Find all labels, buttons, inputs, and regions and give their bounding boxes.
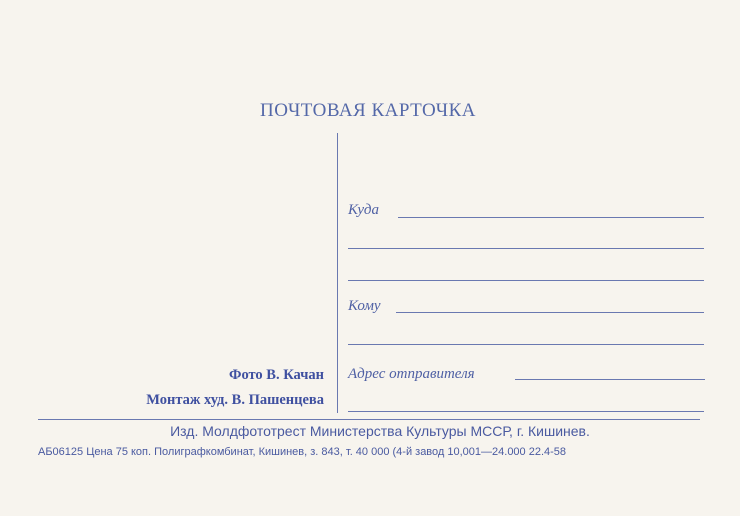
address-line-3 — [348, 280, 704, 281]
address-line-2 — [348, 248, 704, 249]
photo-credit: Фото В. Качан — [228, 367, 324, 383]
vertical-divider — [337, 133, 338, 413]
print-info-line: АБ06125 Цена 75 коп. Полиграфкомбинат, Кишинев, з. 843, т. 40 000 (4-й завод 10,001—24.000 22.4-58 — [38, 446, 567, 458]
sender-line-2 — [348, 411, 704, 412]
sender-line-1 — [515, 379, 705, 380]
recipient-line-2 — [348, 344, 704, 345]
recipient-line-1 — [396, 312, 704, 313]
layout-credit: Монтаж худ. В. Пашенцева — [146, 392, 324, 408]
sender-label: Адрес отправителя — [348, 366, 475, 382]
address-line-1 — [398, 217, 704, 218]
card-title-text: ПОЧТОВАЯ КАРТОЧКА — [259, 100, 477, 121]
recipient-label: Кому — [348, 298, 381, 314]
publisher-line: Изд. Молдфототрест Министерства Культуры МССР, г. Кишинев. — [170, 423, 590, 439]
card-title — [0, 100, 740, 122]
to-label: Куда — [348, 202, 380, 218]
bottom-rule — [38, 419, 700, 420]
